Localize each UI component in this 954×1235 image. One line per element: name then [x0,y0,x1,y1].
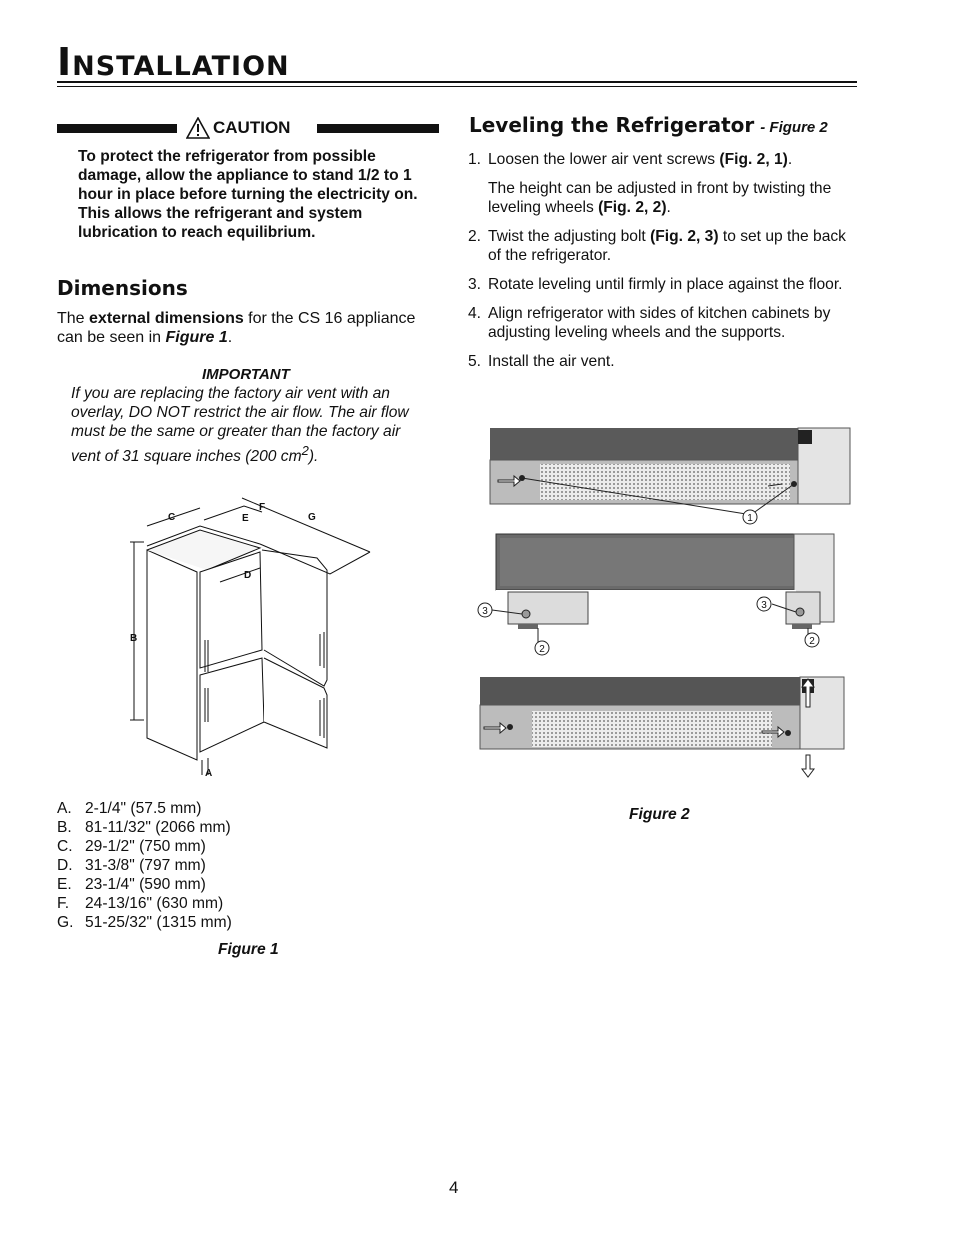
fig1-label-d: D [244,570,252,581]
fig1-label-g: G [308,512,316,523]
fig2a-callout-1: 1 [747,513,753,524]
header-rule-thick [57,81,857,83]
fig2b-callout-2-right: 2 [809,636,815,647]
step-item: 4. Align refrigerator with sides of kitchen cabinets by adjusting leveling wheels and the supports. [468,305,831,341]
figure-2-vent-screws [488,426,852,528]
figure-2-install-vent [478,675,846,781]
dimension-item: B. 81-11/32" (2066 mm) [57,819,231,836]
dimension-item: E. 23-1/4" (590 mm) [57,876,206,893]
fig2b-callout-3-left: 3 [482,606,488,617]
dimensions-intro: The external dimensions for the CS 16 appliance can be seen in Figure 1. [57,310,416,346]
dimension-item: C. 29-1/2" (750 mm) [57,838,206,855]
figure-2-leveling-feet [474,532,838,660]
fig1-label-f: F [259,502,266,513]
caution-heading [186,117,290,139]
leveling-steps [468,150,858,381]
caution-bar-right [317,124,439,133]
fig2b-callout-2-left: 2 [539,644,545,655]
figure-1-dimension-drawing [112,490,382,785]
dimension-list [57,799,232,932]
header-rule-thin [57,86,857,87]
page-number: 4 [449,1178,459,1197]
warning-triangle-icon [186,117,210,139]
dimensions-heading: Dimensions [57,276,188,300]
dimension-item: G. 51-25/32" (1315 mm) [57,914,232,931]
leveling-heading: Leveling the Refrigerator - Figure 2 [469,113,828,137]
figure-2-caption: Figure 2 [629,806,690,823]
dimension-item: A. 2-1/4" (57.5 mm) [57,800,202,817]
figure-1-caption: Figure 1 [218,941,279,958]
step-item: 5. Install the air vent. [468,353,615,370]
step-item: 2. Twist the adjusting bolt (Fig. 2, 3) to set up the back of the refrigerator. [468,228,846,264]
step-item: 1. Loosen the lower air vent screws (Fig. 2, 1). The height can be adjusted in front by twisting the leveling wheels (Fig. 2, 2). [468,151,832,216]
fig2b-callout-3-right: 3 [761,600,767,611]
important-heading: IMPORTANT [202,366,290,383]
important-body: If you are replacing the factory air vent with an overlay, DO NOT restrict the air flow. The air flow must be the same or greater than the factory air vent of 31 square inches (200 $cm^2$). [71,385,409,466]
caution-bar-left [57,124,177,133]
page-title: Installation [57,40,290,84]
fig1-label-b: B [130,633,138,644]
fig1-label-c: C [168,512,176,523]
dimension-item: D. 31-3/8" (797 mm) [57,857,206,874]
dimension-item: F. 24-13/16" (630 mm) [57,895,224,912]
fig1-label-e: E [242,513,249,524]
caution-label: CAUTION [213,118,291,137]
caution-body: To protect the refrigerator from possible damage, allow the appliance to stand 1/2 to 1 hour in place before turning the electricity on. This allows the refrigerant and system lubrication to reach equilibrium. [78,148,418,241]
fig1-label-a: A [205,768,213,779]
step-item: 3. Rotate leveling until firmly in place against the floor. [468,276,843,293]
